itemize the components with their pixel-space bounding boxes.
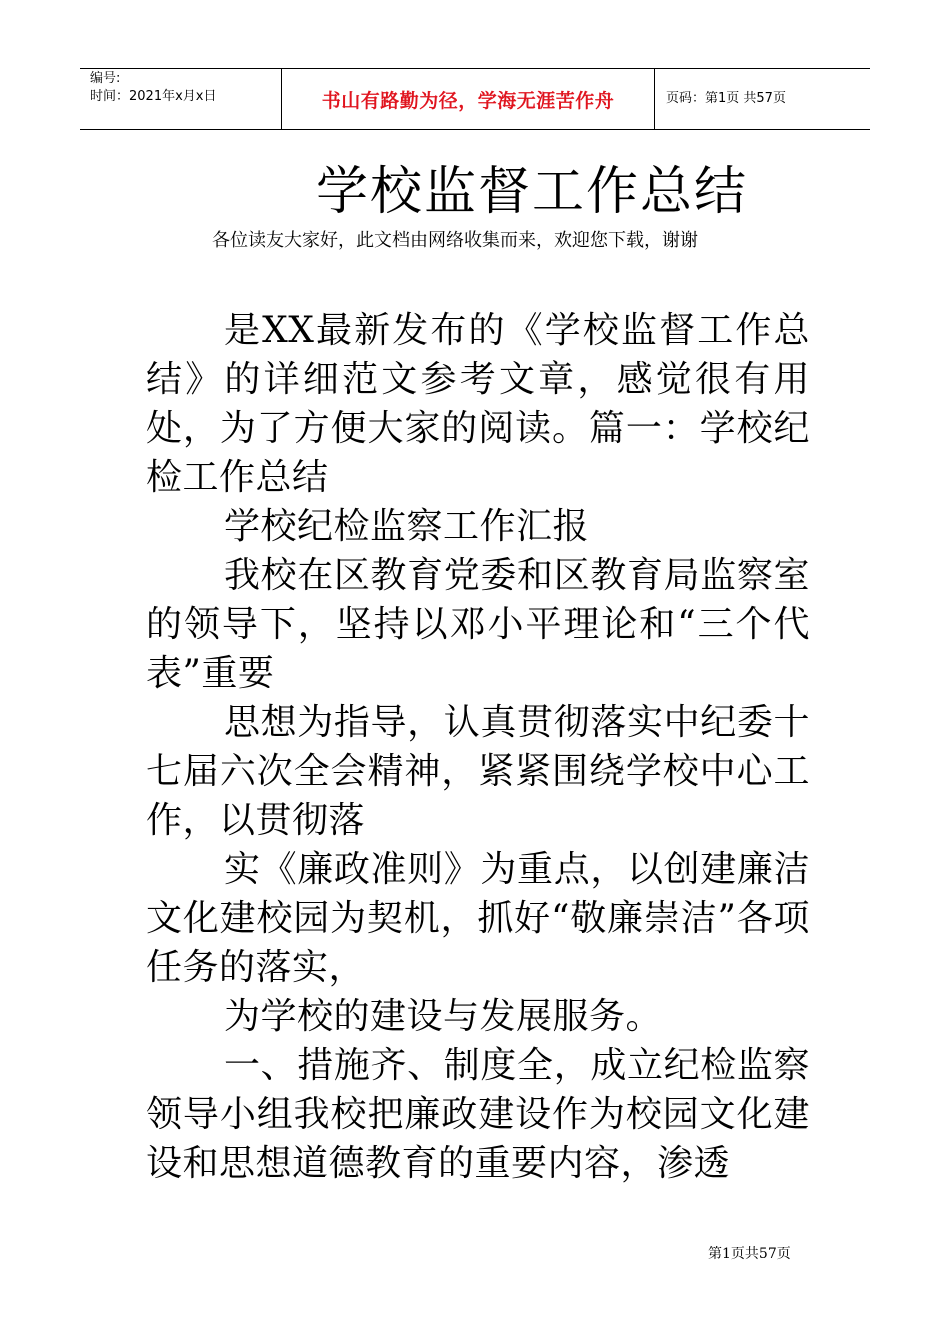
header-motto: 书山有路勤为径，学海无涯苦作舟 [321,89,615,112]
page-footer: 第1页共57页 [708,1246,791,1262]
body-paragraph: 学校纪检监察工作汇报 [224,506,590,547]
body-paragraph: 一、措施齐、制度全，成立纪检监察领导小组我校把廉政建设作为校园文化建设和思想道德教育的重要内容，渗透 [146,1045,810,1184]
document-number-label: 编号: [90,71,121,86]
body-paragraph: 为学校的建设与发展服务。 [224,996,663,1037]
body-paragraph: 是XX最新发布的《学校监督工作总结》的详细范文参考文章，感觉很有用处，为了方便大家的阅读。篇一：学校纪检工作总结 [146,310,810,498]
header-info-cell [80,69,281,129]
body-paragraph: 我校在区教育党委和区教育局监察室的领导下，坚持以邓小平理论和“三个代表”重要 [146,555,810,694]
document-body [146,306,810,1188]
document-title: 学校监督工作总结 [316,162,749,222]
header-page-label: 页码：第1页 共57页 [666,91,786,106]
body-paragraph: 思想为指导，认真贯彻落实中纪委十七届六次全会精神，紧紧围绕学校中心工作，以贯彻落 [146,702,810,841]
document-time-label: 时间：2021年x月x日 [90,89,217,104]
document-header [80,68,870,130]
body-paragraph: 实《廉政准则》为重点，以创建廉洁文化建校园为契机，抓好“敬廉崇洁”各项任务的落实， [146,849,810,988]
header-page-cell [654,69,870,129]
header-motto-cell [281,69,655,129]
document-subtitle: 各位读友大家好，此文档由网络收集而来，欢迎您下载，谢谢 [212,230,698,251]
